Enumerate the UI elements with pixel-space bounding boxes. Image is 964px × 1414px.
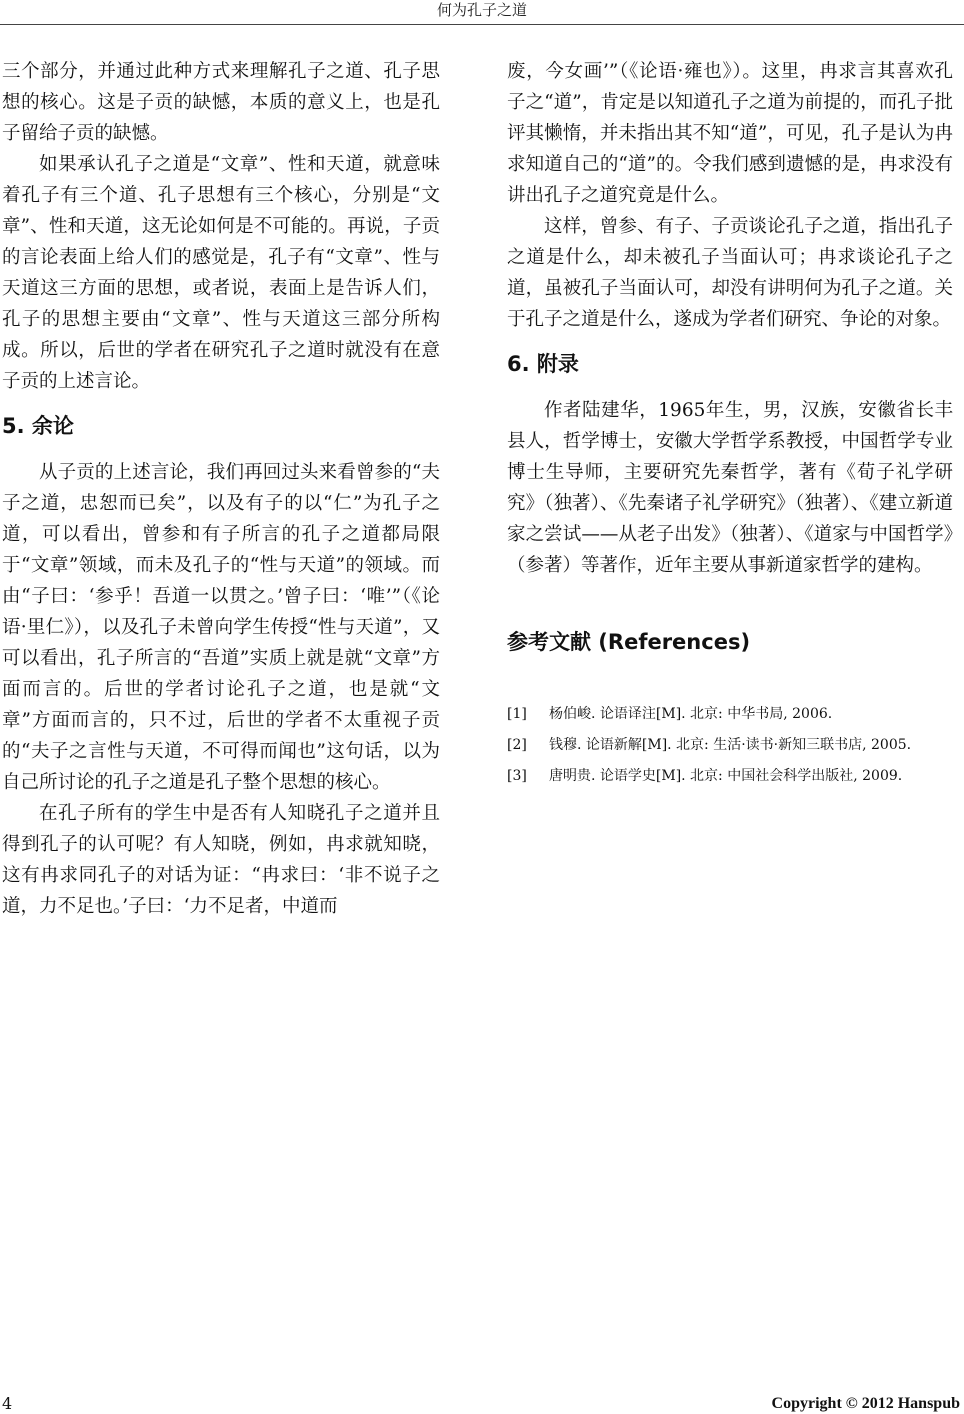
reference-item [507,730,953,761]
header-divider [0,24,964,25]
body-paragraph: 在孔子所有的学生中是否有人知晓孔子之道并且得到孔子的认可呢？有人知晓，例如，冉求就知晓，这有冉求同孔子的对话为证：“冉求曰：‘非不说子之道，力不足也。’子曰：‘力不足者，中道而 [2,803,440,917]
reference-text: 唐明贵. 论语学史[M]. 北京: 中国社会科学出版社, 2009. [549,768,903,784]
body-paragraph: 从子贡的上述言论，我们再回过头来看曾参的“夫子之道，忠恕而已矣”，以及有子的以“仁”为孔子之道，可以看出，曾参和有子所言的孔子之道都局限于“文章”领域，而未及孔子的“性与天道”的领域。而由“子曰：‘参乎！吾道一以贯之。’曾子曰：‘唯’”（《论语·里仁》），以及孔子未曾向学生传授“性与天道”，又可以看出，孔子所言的“吾道”实质上就是就“文章”方面而言的。后世的学者讨论孔子之道，也是就“文章”方面而言的，只不过，后世的学者不太重视子贡的“夫子之言性与天道，不可得而闻也”这句话，以为自己所讨论的孔子之道是孔子整个思想的核心。 [2,462,440,793]
reference-text: 钱穆. 论语新解[M]. 北京: 生活·读书·新知三联书店, 2005. [549,737,912,753]
running-header: 何为孔子之道 [436,1,527,19]
reference-number: [3] [507,768,527,784]
reference-number: [1] [507,706,527,722]
reference-number: [2] [507,737,527,753]
reference-item [507,699,953,730]
page-number: 4 [2,1394,13,1413]
body-paragraph: 这样，曾参、有子、子贡谈论孔子之道，指出孔子之道是什么，却未被孔子当面认可；冉求谈论孔子之道，虽被孔子当面认可，却没有讲明何为孔子之道。关于孔子之道是什么，遂成为学者们研究、争论的对象。 [507,216,953,330]
references-heading: 参考文献 (References) [507,630,751,654]
copyright-notice: Copyright © 2012 Hanspub [771,1395,960,1412]
section-heading: 6. 附录 [507,352,579,376]
section-heading: 5. 余论 [2,414,74,438]
body-paragraph: 作者陆建华，1965年生，男，汉族，安徽省长丰县人，哲学博士，安徽大学哲学系教授，中国哲学专业博士生导师，主要研究先秦哲学，著有《荀子礼学研究》（独著）、《先秦诸子礼学研究》（独著）、《建立新道家之尝试——从老子出发》（独著）、《道家与中国哲学》（参著）等著作，近年主要从事新道家哲学的建构。 [507,400,953,576]
body-paragraph: 三个部分，并通过此种方式来理解孔子之道、孔子思想的核心。这是子贡的缺憾，本质的意义上，也是孔子留给子贡的缺憾。 [2,61,440,144]
reference-item [507,761,953,792]
reference-text: 杨伯峻. 论语译注[M]. 北京: 中华书局, 2006. [549,706,833,722]
left-column [2,56,440,922]
body-paragraph: 如果承认孔子之道是“文章”、性和天道，就意味着孔子有三个道、孔子思想有三个核心，分别是“文章”、性和天道，这无论如何是不可能的。再说，子贡的言论表面上给人们的感觉是，孔子有“文章”、性与天道这三方面的思想，或者说，表面上是告诉人们，孔子的思想主要由“文章”、性与天道这三部分所构成。所以，后世的学者在研究孔子之道时就没有在意子贡的上述言论。 [2,154,440,392]
right-column [507,56,953,792]
reference-list [507,699,953,792]
body-paragraph: 废，今女画’”（《论语·雍也》）。这里，冉求言其喜欢孔子之“道”，肯定是以知道孔子之道为前提的，而孔子批评其懒惰，并未指出其不知“道”，可见，孔子是认为冉求知道自己的“道”的。令我们感到遗憾的是，冉求没有讲出孔子之道究竟是什么。 [507,61,953,206]
